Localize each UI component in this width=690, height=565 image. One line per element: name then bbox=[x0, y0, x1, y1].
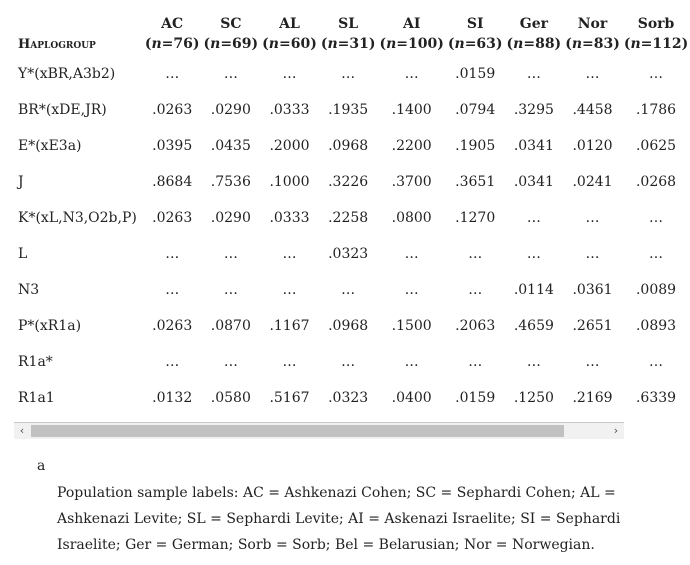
table-cell: .8684 bbox=[152, 174, 193, 190]
haplogroup-table bbox=[14, 0, 690, 416]
table-cell: … bbox=[526, 246, 541, 262]
table-cell: .0968 bbox=[328, 318, 369, 334]
table-cell: … bbox=[341, 66, 356, 82]
table-cell: … bbox=[223, 246, 238, 262]
table-cell: .1786 bbox=[635, 102, 677, 118]
table-cell: … bbox=[649, 210, 664, 226]
column-n-nor: (n=83) bbox=[565, 36, 620, 52]
haplogroup-label: R1a* bbox=[18, 354, 53, 370]
footnote-mark: a bbox=[37, 458, 46, 474]
column-header-ger: Ger bbox=[519, 16, 548, 32]
haplogroup-label: Y*(xBR,A3b2) bbox=[18, 66, 116, 82]
n-italic: n bbox=[454, 36, 465, 52]
table-cell: … bbox=[282, 246, 297, 262]
column-n-ac: (n=76) bbox=[144, 36, 200, 52]
table-cell: … bbox=[282, 354, 297, 370]
table-cell: … bbox=[526, 66, 541, 82]
table-row bbox=[14, 308, 690, 344]
haplogroup-header: Haplogroup bbox=[18, 37, 96, 52]
table-cell: .2000 bbox=[269, 138, 310, 154]
table-cell: .0114 bbox=[513, 282, 554, 298]
table-cell: .2651 bbox=[572, 318, 613, 334]
table-cell: … bbox=[223, 354, 238, 370]
table-cell: .0400 bbox=[391, 390, 432, 406]
haplogroup-label: BR*(xDE,JR) bbox=[18, 102, 107, 118]
column-n-ger: (n=88) bbox=[506, 36, 562, 52]
column-header-al: AL bbox=[279, 16, 300, 32]
table-cell: … bbox=[165, 66, 180, 82]
table-cell: .0263 bbox=[152, 210, 193, 226]
chevron-right-icon[interactable]: › bbox=[613, 424, 619, 437]
table-cell: … bbox=[404, 246, 419, 262]
table-cell: … bbox=[585, 66, 600, 82]
table-cell: .1250 bbox=[513, 390, 554, 406]
haplogroup-label: E*(xE3a) bbox=[18, 138, 82, 154]
n-italic: n bbox=[210, 36, 221, 52]
haplogroup-label: N3 bbox=[18, 282, 40, 298]
table-cell: … bbox=[404, 66, 419, 82]
n-italic: n bbox=[571, 36, 582, 52]
n-italic: n bbox=[151, 36, 162, 52]
horizontal-scrollbar[interactable] bbox=[14, 422, 624, 439]
table-row bbox=[14, 344, 690, 380]
table-cell: … bbox=[526, 354, 541, 370]
table-row bbox=[14, 56, 690, 92]
table-cell: .0159 bbox=[455, 390, 496, 406]
haplogroup-label: K*(xL,N3,O2b,P) bbox=[18, 210, 137, 226]
table-cell: .0268 bbox=[635, 174, 677, 190]
table-cell: .0089 bbox=[635, 282, 677, 298]
table-cell: .0290 bbox=[210, 102, 251, 118]
column-n-al: (n=60) bbox=[262, 36, 317, 52]
haplogroup-label: P*(xR1a) bbox=[18, 318, 82, 334]
table-cell: .4458 bbox=[572, 102, 613, 118]
chevron-left-icon[interactable]: ‹ bbox=[19, 424, 25, 437]
table-cell: … bbox=[165, 246, 180, 262]
table-row bbox=[14, 236, 690, 272]
column-n-sc: (n=69) bbox=[203, 36, 259, 52]
n-italic: n bbox=[386, 36, 397, 52]
table-cell: .3651 bbox=[455, 174, 496, 190]
table-cell: … bbox=[404, 354, 419, 370]
table-cell: … bbox=[649, 66, 664, 82]
table-cell: … bbox=[585, 354, 600, 370]
table-row bbox=[14, 380, 690, 416]
table-cell: .0395 bbox=[152, 138, 193, 154]
table-cell: .4659 bbox=[513, 318, 554, 334]
table-cell: … bbox=[649, 246, 664, 262]
column-n-ai: (n=100) bbox=[379, 36, 444, 52]
table-cell: … bbox=[585, 210, 600, 226]
table-cell: .0323 bbox=[328, 390, 369, 406]
table-cell: .1500 bbox=[391, 318, 432, 334]
table-cell: .0968 bbox=[328, 138, 369, 154]
table-cell: .0120 bbox=[572, 138, 613, 154]
table-cell: .0800 bbox=[391, 210, 432, 226]
table-cell: .0290 bbox=[210, 210, 251, 226]
table-cell: .1270 bbox=[455, 210, 496, 226]
column-header-sorb: Sorb bbox=[637, 16, 675, 32]
table-row bbox=[14, 272, 690, 308]
table-cell: .1167 bbox=[269, 318, 310, 334]
table-body bbox=[14, 56, 690, 416]
table-cell: … bbox=[341, 282, 356, 298]
table-cell: .0263 bbox=[152, 318, 193, 334]
table-cell: .2169 bbox=[572, 390, 613, 406]
n-italic: n bbox=[630, 36, 641, 52]
column-header-ac: AC bbox=[161, 16, 184, 32]
table-cell: .1000 bbox=[269, 174, 310, 190]
table-cell: … bbox=[282, 66, 297, 82]
table-cell: … bbox=[468, 354, 483, 370]
table-cell: … bbox=[468, 282, 483, 298]
table-cell: .0625 bbox=[635, 138, 677, 154]
table-cell: … bbox=[404, 282, 419, 298]
haplogroup-label: R1a1 bbox=[18, 390, 55, 406]
table-cell: .0241 bbox=[572, 174, 613, 190]
table-cell: … bbox=[341, 354, 356, 370]
table-cell: .0893 bbox=[635, 318, 677, 334]
table-cell: .3295 bbox=[513, 102, 554, 118]
column-header-sc: SC bbox=[220, 16, 242, 32]
table-row bbox=[14, 92, 690, 128]
n-italic: n bbox=[268, 36, 279, 52]
haplogroup-label: L bbox=[18, 246, 28, 262]
table-cell: .3226 bbox=[328, 174, 369, 190]
table-cell: .1935 bbox=[328, 102, 369, 118]
table-cell: .0341 bbox=[513, 138, 554, 154]
table-cell: .0794 bbox=[455, 102, 496, 118]
footnote-text: Population sample labels: AC = Ashkenazi Cohen; SC = Sephardi Cohen; AL = Ashkenazi Levite; SL = Sephardi Levite; AI = Askenazi Israelite; SI = Sephardi Israelite; Ger = German; Sorb = Sorb; Bel = Belarusian; Nor = Norwegian. bbox=[57, 485, 621, 553]
column-n-sorb: (n=112) bbox=[623, 36, 689, 52]
column-header-sl: SL bbox=[338, 16, 359, 32]
table-cell: … bbox=[282, 282, 297, 298]
table-cell: .0870 bbox=[210, 318, 251, 334]
table-cell: … bbox=[468, 246, 483, 262]
header-row-labels bbox=[14, 0, 690, 36]
table-cell: .2200 bbox=[391, 138, 432, 154]
table-cell: .1400 bbox=[391, 102, 432, 118]
table-cell: .6339 bbox=[635, 390, 677, 406]
table-cell: .0132 bbox=[152, 390, 193, 406]
table-row bbox=[14, 128, 690, 164]
column-header-si: SI bbox=[466, 16, 484, 32]
table-cell: … bbox=[649, 354, 664, 370]
table-cell: … bbox=[223, 282, 238, 298]
table-cell: .5167 bbox=[269, 390, 310, 406]
n-italic: n bbox=[327, 36, 338, 52]
table-cell: … bbox=[526, 210, 541, 226]
column-n-sl: (n=31) bbox=[320, 36, 376, 52]
table-cell: … bbox=[223, 66, 238, 82]
table-cell: .1905 bbox=[455, 138, 496, 154]
table-cell: .0159 bbox=[455, 66, 496, 82]
table-cell: .3700 bbox=[391, 174, 432, 190]
table-cell: … bbox=[165, 354, 180, 370]
table-cell: … bbox=[585, 246, 600, 262]
table-cell: .0341 bbox=[513, 174, 554, 190]
table-cell: .0580 bbox=[210, 390, 251, 406]
haplogroup-label: J bbox=[18, 174, 24, 190]
table-cell: .0361 bbox=[572, 282, 613, 298]
scrollbar-thumb[interactable] bbox=[31, 425, 564, 437]
table-cell: … bbox=[165, 282, 180, 298]
table-cell: .2258 bbox=[328, 210, 369, 226]
column-header-nor: Nor bbox=[577, 16, 608, 32]
table-row bbox=[14, 200, 690, 236]
table-cell: .0333 bbox=[269, 102, 310, 118]
table-cell: .0263 bbox=[152, 102, 193, 118]
column-header-ai: AI bbox=[402, 16, 421, 32]
column-n-si: (n=63) bbox=[447, 36, 503, 52]
table-row bbox=[14, 164, 690, 200]
table-cell: .2063 bbox=[455, 318, 496, 334]
table-cell: .7536 bbox=[210, 174, 251, 190]
table-cell: .0333 bbox=[269, 210, 310, 226]
table-cell: .0323 bbox=[328, 246, 369, 262]
n-italic: n bbox=[513, 36, 524, 52]
table-viewport[interactable] bbox=[14, 0, 689, 422]
table-cell: .0435 bbox=[210, 138, 251, 154]
